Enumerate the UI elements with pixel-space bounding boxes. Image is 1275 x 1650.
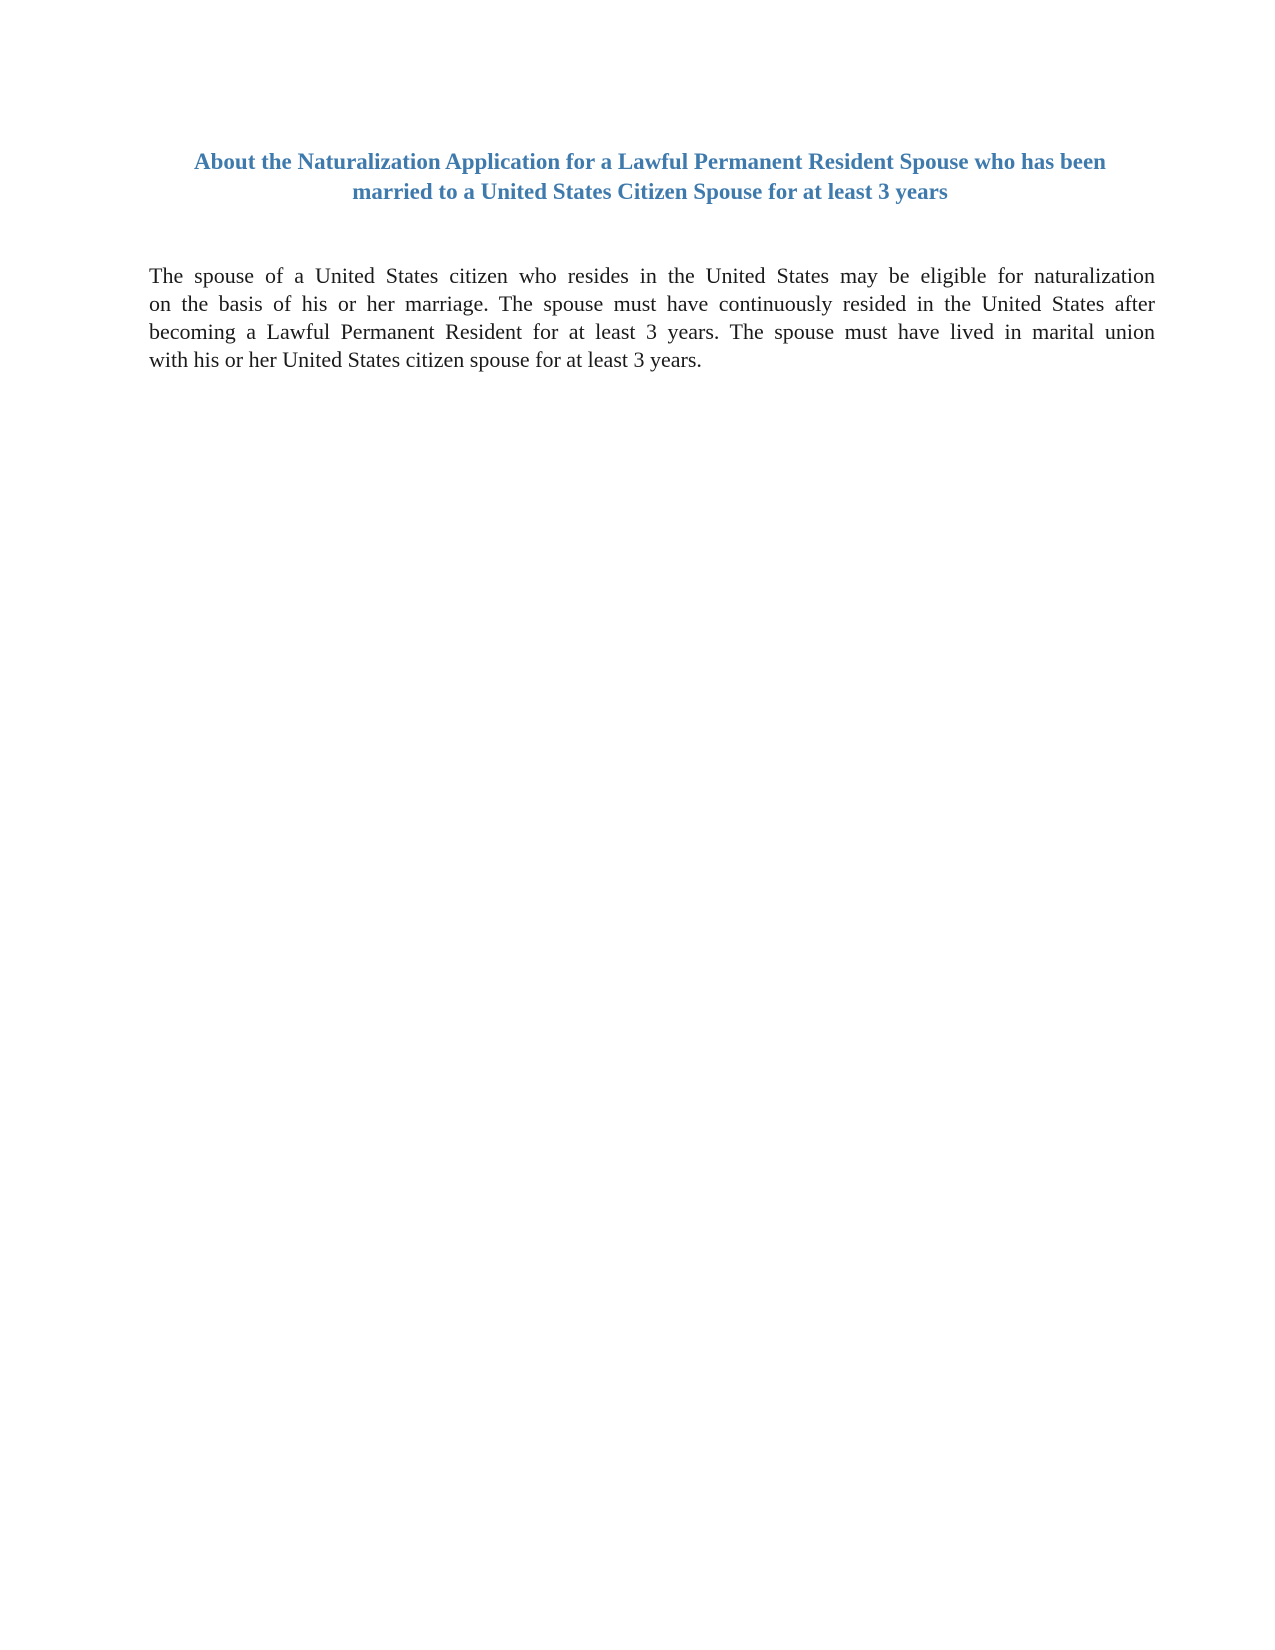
- body-paragraph: [149, 262, 1155, 374]
- paragraph-line: becoming a Lawful Permanent Resident for at least 3 years. The spouse must have lived in marital union: [149, 319, 1155, 344]
- paragraph-line: with his or her United States citizen spouse for at least 3 years.: [149, 347, 702, 372]
- page-title-line: married to a United States Citizen Spouse for at least 3 years: [352, 179, 948, 204]
- page-title: [150, 147, 1150, 207]
- paragraph-line: on the basis of his or her marriage. The spouse must have continuously resided in the United States after: [149, 291, 1155, 316]
- paragraph-line: The spouse of a United States citizen who resides in the United States may be eligible for naturalization: [149, 263, 1155, 288]
- page-title-line: About the Naturalization Application for a Lawful Permanent Resident Spouse who has been: [194, 149, 1106, 174]
